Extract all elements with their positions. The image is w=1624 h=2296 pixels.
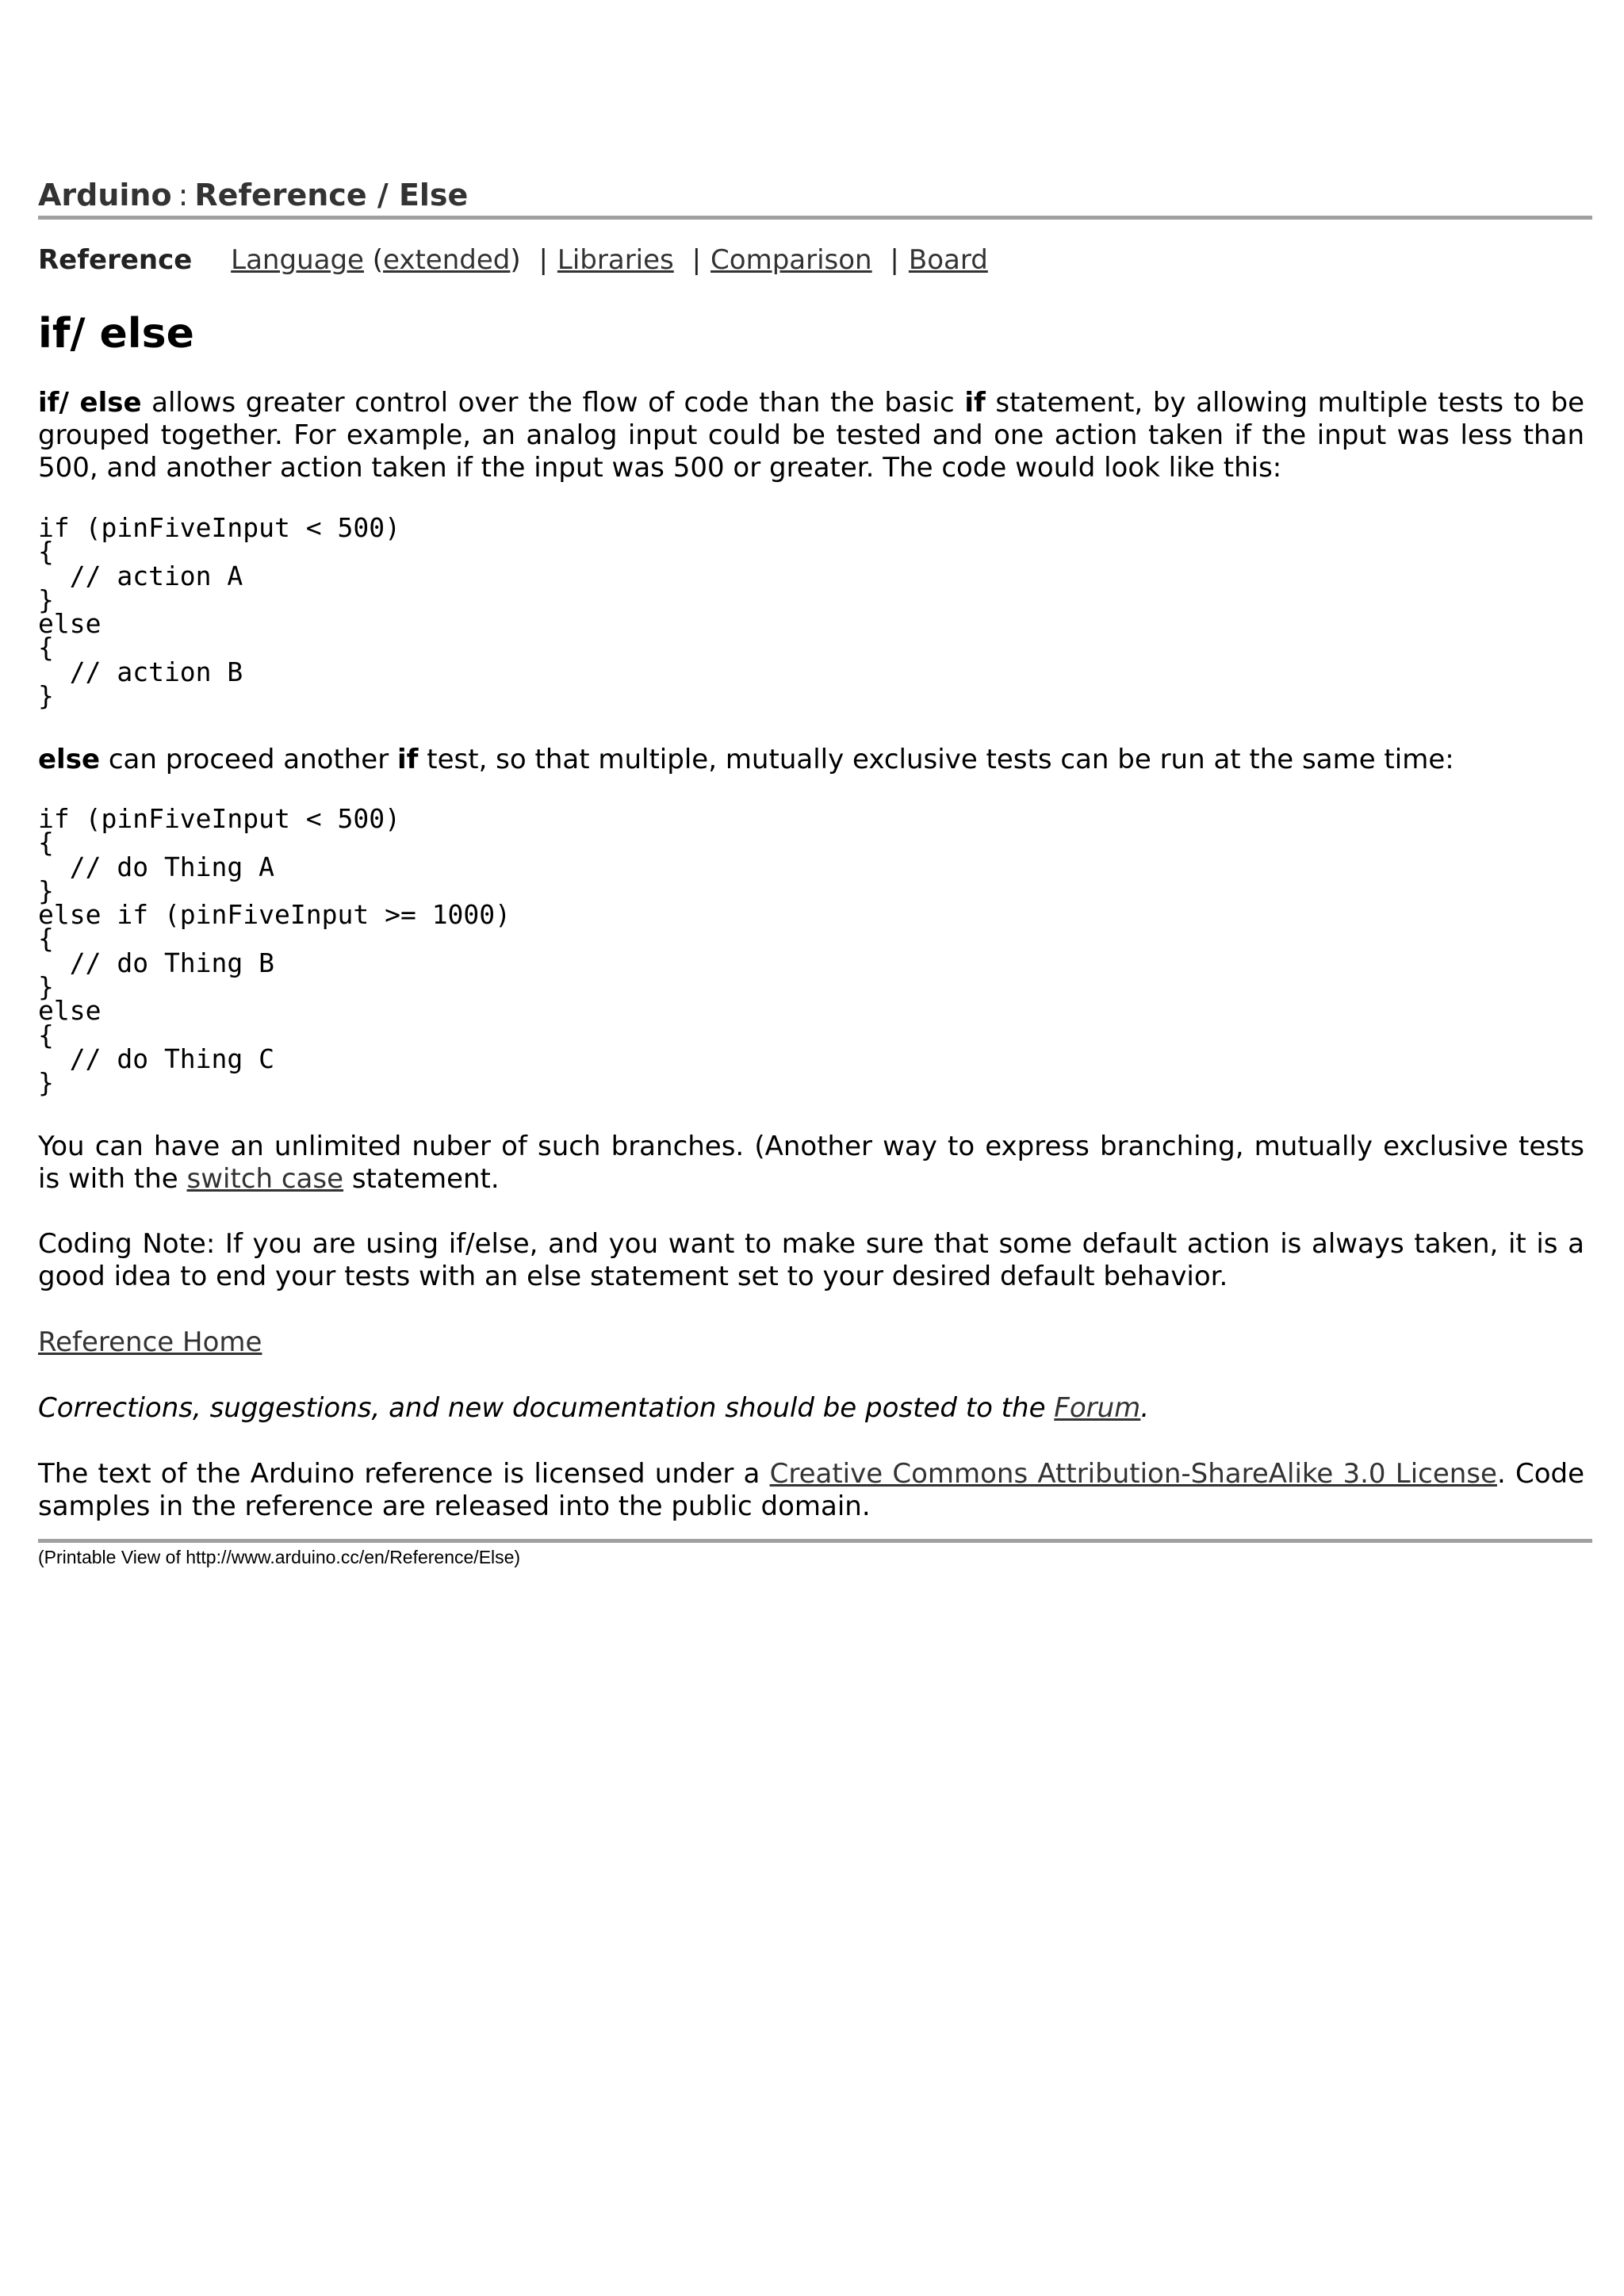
code-line: if (pinFiveInput < 500) bbox=[38, 803, 400, 834]
page-path: Reference / Else bbox=[194, 178, 469, 212]
bottom-divider bbox=[38, 1539, 1592, 1543]
intro-bold-lead: if/ else bbox=[38, 387, 142, 419]
code-line: else bbox=[38, 995, 102, 1027]
nav-link-libraries[interactable]: Libraries bbox=[557, 244, 674, 276]
nav-link-extended[interactable]: extended bbox=[383, 244, 511, 276]
branches-text-2: statement. bbox=[343, 1163, 500, 1195]
nav-link-board[interactable]: Board bbox=[908, 244, 988, 276]
code-line: // action B bbox=[38, 656, 243, 687]
code-line: } bbox=[38, 874, 54, 906]
coding-note-paragraph: Coding Note: If you are using if/else, and you want to make sure that some default action is always taken, it is a good idea to end your tests with an else statement set to your desired default behavior. bbox=[38, 1228, 1584, 1292]
reference-home-link[interactable]: Reference Home bbox=[38, 1326, 262, 1358]
license-text-2: . Code samples in the reference are released into the public domain. bbox=[38, 1458, 1584, 1522]
corrections-text-2: . bbox=[1140, 1392, 1150, 1424]
license-paragraph bbox=[38, 1458, 1584, 1523]
nav-close-paren: ) bbox=[510, 244, 521, 276]
reference-nav bbox=[38, 241, 988, 279]
else-bold-if: if bbox=[397, 744, 419, 775]
code-line: } bbox=[38, 584, 54, 615]
code-line: { bbox=[38, 923, 54, 955]
code-line: } bbox=[38, 971, 54, 1003]
nav-pipe: | bbox=[538, 244, 548, 276]
code-line: { bbox=[38, 827, 54, 859]
site-name: Arduino bbox=[38, 178, 172, 212]
else-bold-else: else bbox=[38, 744, 101, 775]
branches-paragraph bbox=[38, 1131, 1584, 1196]
code-line: // do Thing C bbox=[38, 1043, 275, 1074]
reference-home-paragraph bbox=[38, 1326, 1584, 1359]
else-paragraph bbox=[38, 744, 1584, 776]
code-line: // do Thing B bbox=[38, 947, 275, 978]
code-line: else if (pinFiveInput >= 1000) bbox=[38, 899, 511, 931]
printable-view-note: (Printable View of http://www.arduino.cc/en/Reference/Else) bbox=[38, 1547, 521, 1567]
code-line: } bbox=[38, 680, 54, 712]
nav-pipe: | bbox=[691, 244, 702, 276]
code-block-if-else bbox=[38, 512, 400, 712]
intro-paragraph bbox=[38, 387, 1584, 484]
code-line: // action A bbox=[38, 560, 243, 591]
code-line: { bbox=[38, 1019, 54, 1050]
corrections-text-1: Corrections, suggestions, and new documentation should be posted to the bbox=[38, 1392, 1055, 1424]
code-line: } bbox=[38, 1067, 54, 1099]
switch-case-link[interactable]: switch case bbox=[186, 1163, 344, 1195]
code-line: if (pinFiveInput < 500) bbox=[38, 512, 400, 543]
intro-text-1: allows greater control over the flow of code than the basic bbox=[141, 387, 965, 419]
code-line: else bbox=[38, 608, 102, 640]
site-header bbox=[38, 174, 1592, 220]
nav-pipe: | bbox=[890, 244, 899, 276]
license-link[interactable]: Creative Commons Attribution-ShareAlike 3.0 License bbox=[769, 1458, 1497, 1490]
nav-link-comparison[interactable]: Comparison bbox=[710, 244, 872, 276]
page-title: if/ else bbox=[38, 310, 194, 358]
forum-link[interactable]: Forum bbox=[1054, 1392, 1141, 1424]
else-text-1: can proceed another bbox=[100, 744, 398, 775]
intro-text-2: statement, by allowing multiple tests to be grouped together. For example, an analog input could be tested and one action taken if the input was less than 500, and another action taken if the input was 500 or greater. The code would look like this: bbox=[38, 387, 1584, 484]
nav-link-language[interactable]: Language bbox=[231, 244, 364, 276]
license-text-1: The text of the Arduino reference is licensed under a bbox=[38, 1458, 770, 1490]
nav-open-paren: ( bbox=[372, 244, 384, 276]
code-line: { bbox=[38, 632, 54, 664]
intro-bold-if: if bbox=[964, 387, 986, 419]
corrections-paragraph bbox=[38, 1392, 1584, 1425]
else-text-2: test, so that multiple, mutually exclusive tests can be run at the same time: bbox=[418, 744, 1454, 775]
branches-text-1: You can have an unlimited nuber of such branches. (Another way to express branching, mutually exclusive tests is with the bbox=[38, 1131, 1584, 1195]
code-line: { bbox=[38, 536, 54, 568]
code-block-else-if bbox=[38, 803, 511, 1099]
nav-title: Reference bbox=[38, 244, 193, 276]
code-line: // do Thing A bbox=[38, 851, 275, 882]
header-separator: : bbox=[178, 178, 189, 212]
